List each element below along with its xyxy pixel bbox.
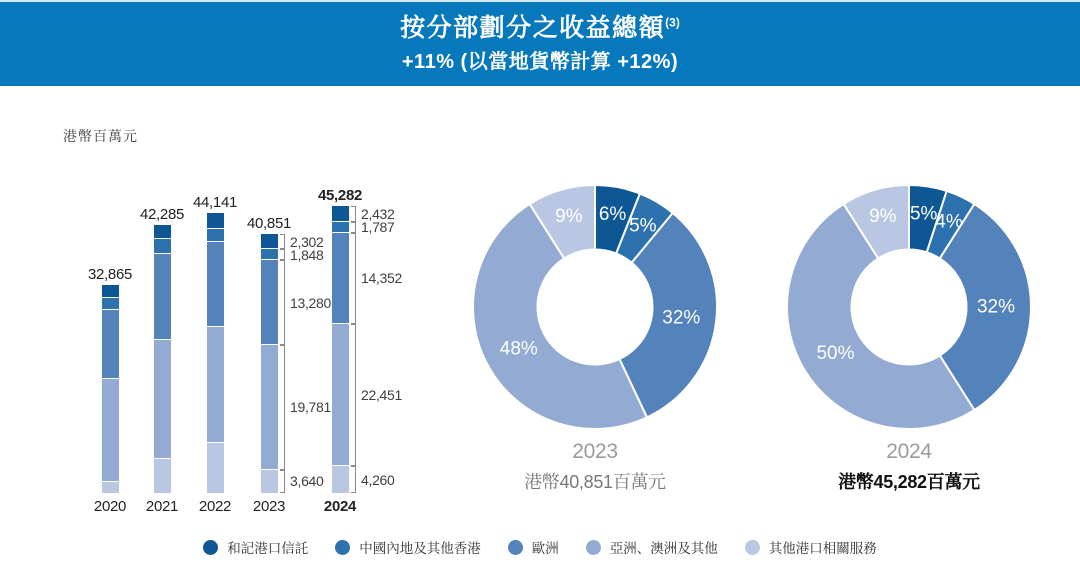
bar-2023 bbox=[261, 234, 278, 493]
legend-item-label: 中國內地及其他香港 bbox=[359, 541, 481, 556]
x-axis-label-2021: 2021 bbox=[145, 498, 179, 515]
legend-item-label: 和記港口信託 bbox=[227, 541, 309, 556]
bar-segment-2024 bbox=[332, 466, 349, 493]
legend-color-dot bbox=[745, 540, 760, 555]
bar-segment-2023 bbox=[261, 470, 278, 493]
x-axis-label-2022: 2022 bbox=[198, 498, 232, 515]
segment-value-label-2023: 1,848 bbox=[290, 246, 324, 263]
segment-value-label-2024: 2,432 bbox=[361, 205, 395, 222]
donut-percent-label: 9% bbox=[869, 206, 897, 228]
segment-value-label-2024: 4,260 bbox=[361, 471, 395, 488]
donut-percent-label: 6% bbox=[598, 204, 627, 226]
legend-color-dot bbox=[508, 540, 523, 555]
segment-bracket-2023 bbox=[280, 345, 285, 470]
donut-percent-label: 32% bbox=[976, 296, 1016, 318]
donut-percent-label: 5% bbox=[629, 215, 657, 237]
bar-segment-2023 bbox=[261, 345, 278, 470]
legend-item bbox=[203, 537, 308, 557]
bar-segment-2022 bbox=[207, 229, 224, 242]
legend-item bbox=[335, 537, 481, 557]
bar-total-label-2024: 45,282 bbox=[317, 187, 363, 205]
donut-2024-caption bbox=[784, 440, 1034, 494]
bar-segment-2023 bbox=[261, 249, 278, 261]
bar-segment-2020 bbox=[102, 310, 119, 379]
bar-segment-2021 bbox=[154, 225, 171, 239]
donut-2024-amount-label: 港幣45,282百萬元 bbox=[838, 472, 980, 492]
x-axis-label-2020: 2020 bbox=[93, 498, 127, 515]
legend-color-dot bbox=[586, 540, 601, 555]
bar-segment-2024 bbox=[332, 206, 349, 221]
bar-segment-2023 bbox=[261, 260, 278, 344]
bar-segment-2022 bbox=[207, 242, 224, 327]
legend-item-label: 其他港口相關服務 bbox=[768, 541, 877, 556]
bar-segment-2021 bbox=[154, 239, 171, 255]
bar-2022 bbox=[207, 213, 224, 493]
legend bbox=[0, 537, 1080, 557]
legend-item bbox=[508, 537, 559, 557]
segment-bracket-2024 bbox=[351, 466, 356, 493]
bar-segment-2020 bbox=[102, 379, 119, 482]
donut-percent-label: 9% bbox=[555, 206, 583, 228]
bar-total-label-2020: 32,865 bbox=[87, 265, 133, 283]
bar-2021 bbox=[154, 225, 171, 493]
segment-value-label-2024: 14,352 bbox=[361, 270, 403, 287]
bar-2020 bbox=[102, 285, 119, 493]
bar-segment-2021 bbox=[154, 340, 171, 459]
bar-segment-2021 bbox=[154, 254, 171, 340]
bar-total-label-2022: 44,141 bbox=[192, 194, 238, 212]
bar-total-label-2023: 40,851 bbox=[246, 215, 292, 233]
legend-color-dot bbox=[203, 540, 218, 555]
banner-title-text: 按分部劃分之收益總額 bbox=[400, 13, 666, 42]
segment-bracket-2023 bbox=[280, 470, 285, 493]
segment-bracket-2024 bbox=[351, 233, 356, 324]
x-axis-label-2024: 2024 bbox=[323, 498, 357, 515]
bar-segment-2023 bbox=[261, 234, 278, 249]
banner-footnote-ref: (3) bbox=[665, 15, 680, 30]
bar-segment-2022 bbox=[207, 443, 224, 493]
donut-percent-label: 4% bbox=[935, 211, 963, 233]
y-axis-unit-label: 港幣百萬元 bbox=[63, 128, 138, 144]
x-axis-label-2023: 2023 bbox=[252, 498, 286, 515]
segment-value-label-2023: 19,781 bbox=[290, 399, 332, 416]
legend-item-label: 歐洲 bbox=[531, 541, 559, 556]
donut-chart-2023 bbox=[470, 183, 720, 433]
donut-percent-label: 50% bbox=[816, 343, 855, 365]
banner-subtitle: +11% (以當地貨幣計算 +12%) bbox=[401, 51, 679, 74]
bar-segment-2020 bbox=[102, 298, 119, 310]
bar-segment-2020 bbox=[102, 285, 119, 298]
bar-total-label-2021: 42,285 bbox=[139, 206, 185, 224]
segment-value-label-2023: 3,640 bbox=[290, 473, 324, 490]
bar-2024 bbox=[332, 206, 349, 493]
bar-segment-2024 bbox=[332, 233, 349, 324]
donut-2023-year-label: 2023 bbox=[572, 440, 618, 463]
donut-percent-label: 5% bbox=[909, 203, 938, 225]
donut-2024-year-label: 2024 bbox=[886, 440, 932, 463]
segment-bracket-2023 bbox=[280, 249, 285, 261]
segment-value-label-2024: 22,451 bbox=[361, 386, 403, 403]
bar-segment-2020 bbox=[102, 482, 119, 493]
segment-bracket-2024 bbox=[351, 222, 356, 233]
bar-segment-2022 bbox=[207, 213, 224, 229]
segment-value-label-2023: 2,302 bbox=[290, 233, 324, 250]
donut-2023-amount-label: 港幣40,851百萬元 bbox=[524, 472, 666, 492]
bar-segment-2024 bbox=[332, 222, 349, 233]
segment-bracket-2024 bbox=[351, 324, 356, 466]
segment-bracket-2023 bbox=[280, 234, 285, 249]
donut-percent-label: 48% bbox=[499, 338, 538, 360]
segment-bracket-2024 bbox=[351, 206, 356, 221]
bar-segment-2022 bbox=[207, 327, 224, 443]
donut-chart-2024 bbox=[784, 183, 1034, 433]
donut-2023-caption bbox=[470, 440, 720, 494]
bar-segment-2021 bbox=[154, 459, 171, 493]
legend-item bbox=[586, 537, 718, 557]
legend-item bbox=[745, 537, 877, 557]
bar-segment-2024 bbox=[332, 324, 349, 466]
segment-bracket-2023 bbox=[280, 260, 285, 344]
legend-color-dot bbox=[335, 540, 350, 555]
segment-value-label-2023: 13,280 bbox=[290, 294, 332, 311]
segment-value-label-2024: 1,787 bbox=[361, 219, 395, 236]
donut-percent-label: 32% bbox=[662, 307, 701, 329]
legend-item-label: 亞洲、澳洲及其他 bbox=[609, 541, 718, 556]
